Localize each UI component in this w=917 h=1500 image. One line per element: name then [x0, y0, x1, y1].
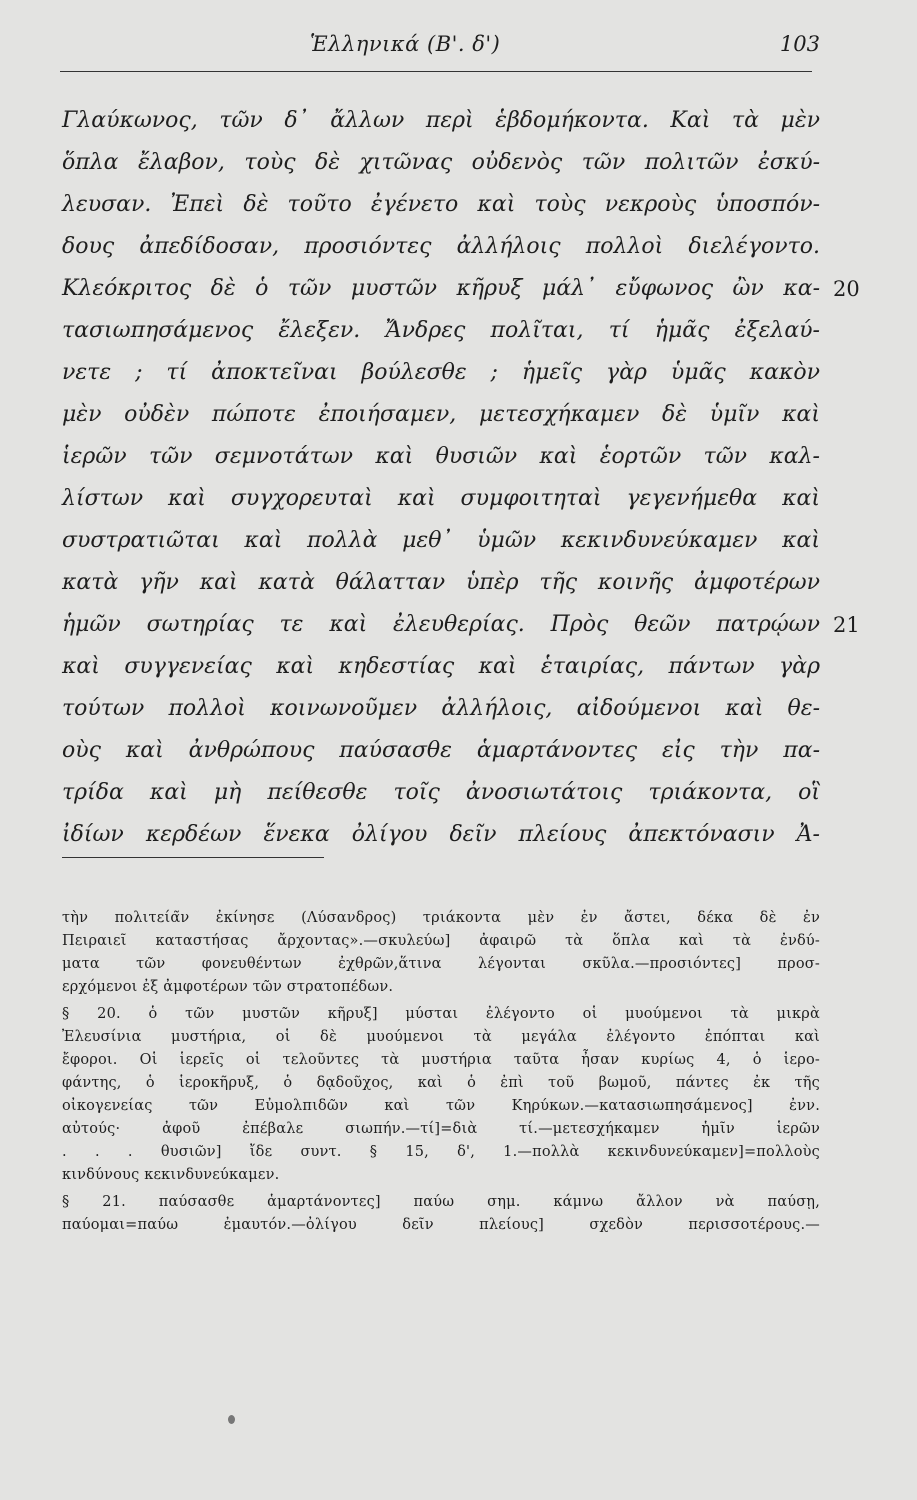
running-header	[60, 32, 820, 64]
footnote-rule	[62, 857, 324, 858]
paper-speck	[228, 1415, 235, 1424]
footnotes	[62, 907, 822, 1237]
note-line: τὴν πολιτεία̃ν ἐκίνησε (Λύσανδρος) τριάκοντα μὲν ἐν ἄστει, δέκα δὲ ἐν	[62, 910, 820, 926]
note-line: ἔφοροι. Οἱ ἱερεῖς οἱ τελοῦντες τὰ μυστήρια ταῦτα ἦσαν κυρίως 4, ὁ ἱερο-	[62, 1052, 820, 1068]
text-line: ἡμῶν σωτηρίας τε καὶ ἐλευθερίας. Πρὸς θεῶν πατρῴων	[62, 612, 820, 637]
text-line: Γλαύκωνος, τῶν δ᾽ ἄλλων περὶ ἑβδομήκοντα. Καὶ τὰ μὲν	[62, 108, 820, 133]
text-line: λευσαν. Ἐπεὶ δὲ τοῦτο ἐγένετο καὶ τοὺς νεκροὺς ὑποσπόν-	[62, 192, 820, 217]
text-line: δους ἀπεδίδοσαν, προσιόντες ἀλλήλοις πολλοὶ διελέγοντο.	[62, 234, 820, 259]
text-line: τρίδα καὶ μὴ πείθεσθε τοῖς ἀνοσιωτάτοις τριάκοντα, οἳ	[62, 780, 820, 805]
note-line: § 20. ὁ τῶν μυστῶν κῆρυξ] μύσται ἐλέγοντο οἱ μυούμενοι τὰ μικρὰ	[62, 1006, 820, 1022]
note-line: αὐτούς· ἀφοῦ ἐπέβαλε σιωπήν.—τί]=διὰ τί.—μετεσχήκαμεν ἡμῖν ἱερῶν	[62, 1121, 820, 1137]
page-number: 103	[779, 32, 820, 56]
note-line: Ἐλευσίνια μυστήρια, οἱ δὲ μυούμενοι τὰ μεγάλα ἐλέγοντο ἐπόπται καὶ	[62, 1029, 820, 1045]
note-line: φάντης, ὁ ἱεροκῆρυξ, ὁ δᾳδοῦχος, καὶ ὁ ἐπὶ τοῦ βωμοῦ, πάντες ἐκ τῆς	[62, 1075, 820, 1091]
note-line: ματα τῶν φονευθέντων ἐχθρῶν,ἅτινα λέγονται σκῦλα.—προσιόντες] προσ-	[62, 956, 820, 972]
note-line: . . . θυσιῶν] ἴδε συντ. § 15, δ', 1.—πολλὰ κεκινδυνεύκαμεν]=πολλοὺς	[62, 1144, 820, 1160]
main-text	[62, 100, 860, 856]
note-line: § 21. παύσασθε ἁμαρτάνοντες] παύω σημ. κάμνω ἄλλον νὰ παύσῃ,	[62, 1194, 820, 1210]
text-line: καὶ συγγενείας καὶ κηδεστίας καὶ ἑταιρίας, πάντων γὰρ	[62, 654, 820, 679]
note-line: κινδύνους κεκινδυνεύκαμεν.	[62, 1167, 280, 1183]
running-title: Ἑλληνικά (Β'. δ')	[310, 32, 501, 56]
header-rule	[60, 71, 812, 72]
text-line: ὅπλα ἔλαβον, τοὺς δὲ χιτῶνας οὐδενὸς τῶν πολιτῶν ἐσκύ-	[62, 150, 820, 175]
text-line: μὲν οὐδὲν πώποτε ἐποιήσαμεν, μετεσχήκαμεν δὲ ὑμῖν καὶ	[62, 402, 820, 427]
text-line: τασιωπησάμενος ἔλεξεν. Ἄνδρες πολῖται, τί ἡμᾶς ἐξελαύ-	[62, 318, 820, 343]
text-line: οὺς καὶ ἀνθρώπους παύσασθε ἁμαρτάνοντες εἰς τὴν πα-	[62, 738, 820, 763]
line-number-20: 20	[833, 277, 860, 301]
text-line: συστρατιῶται καὶ πολλὰ μεθ᾽ ὑμῶν κεκινδυνεύκαμεν καὶ	[62, 528, 820, 553]
note-line: οἰκογενείας τῶν Εὐμολπιδῶν καὶ τῶν Κηρύκων.—κατασιωπησάμενος] ἐνν.	[62, 1098, 820, 1114]
line-number-21: 21	[833, 613, 860, 637]
text-line: νετε ; τί ἀποκτεῖναι βούλεσθε ; ἡμεῖς γὰρ ὑμᾶς κακὸν	[62, 360, 820, 385]
text-line: κατὰ γῆν καὶ κατὰ θάλατταν ὑπὲρ τῆς κοινῆς ἀμφοτέρων	[62, 570, 820, 595]
text-line: ἰδίων κερδέων ἕνεκα ὀλίγου δεῖν πλείους ἀπεκτόνασιν Ἀ-	[62, 822, 820, 847]
note-line: παύομαι=παύω ἐμαυτόν.—ὀλίγου δεῖν πλείους] σχεδὸν περισσοτέρους.—	[62, 1217, 820, 1233]
text-line: Κλεόκριτος δὲ ὁ τῶν μυστῶν κῆρυξ μάλ᾽ εὔφωνος ὢν κα-	[62, 276, 820, 301]
text-line: λίστων καὶ συγχορευταὶ καὶ συμφοιτηταὶ γεγενήμεθα καὶ	[62, 486, 820, 511]
text-line: τούτων πολλοὶ κοινωνοῦμεν ἀλλήλοις, αἰδούμενοι καὶ θε-	[62, 696, 820, 721]
text-line: ἱερῶν τῶν σεμνοτάτων καὶ θυσιῶν καὶ ἑορτῶν τῶν καλ-	[62, 444, 820, 469]
note-line: Πειραιεῖ καταστήσας ἄρχοντας».—σκυλεύω] ἀφαιρῶ τὰ ὅπλα καὶ τὰ ἐνδύ-	[62, 933, 820, 949]
note-line: ερχόμενοι ἐξ ἀμφοτέρων τῶν στρατοπέδων.	[62, 979, 394, 995]
